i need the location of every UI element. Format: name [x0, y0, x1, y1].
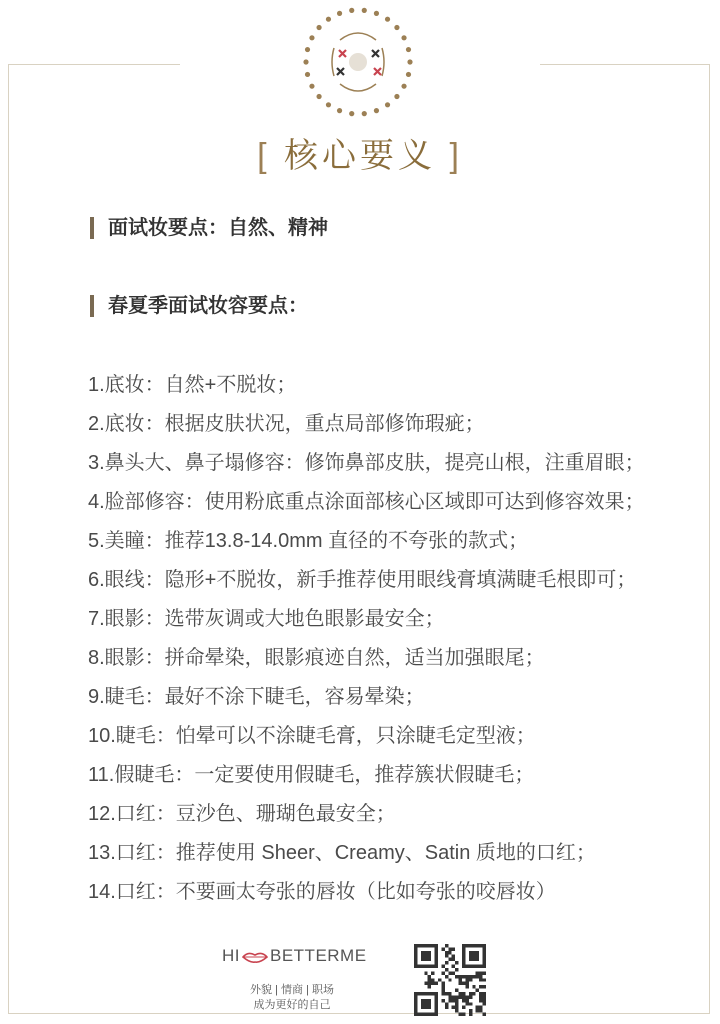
- list-item: 6.眼线：隐形+不脱妆，新手推荐使用眼线膏填满睫毛根即可；: [88, 569, 637, 591]
- list-item: 14.口红：不要画太夸张的唇妆（比如夸张的咬唇妆）: [88, 881, 556, 903]
- page-title: [ 核心要义 ]: [257, 137, 463, 175]
- list-item: 11.假睫毛：一定要使用假睫毛，推荐簇状假睫毛；: [88, 764, 535, 786]
- brand-logo: HI BETTERME: [222, 946, 367, 965]
- list-item: 4.脸部修容：使用粉底重点涂面部核心区域即可达到修容效果；: [88, 491, 645, 513]
- list-item: 2.底妆：根据皮肤状况，重点局部修饰瑕疵；: [88, 413, 485, 435]
- list-item: 13.口红：推荐使用 Sheer、Creamy、Satin 质地的口红；: [88, 842, 596, 864]
- emblem-icon: [300, 4, 416, 120]
- list-item: 7.眼影：选带灰调或大地色眼影最安全；: [88, 608, 445, 630]
- section-heading-interview-makeup: 面试妆要点：自然、精神: [90, 217, 328, 239]
- list-item: 9.睫毛：最好不涂下睫毛，容易晕染；: [88, 686, 425, 708]
- section-heading-spring-summer: 春夏季面试妆容要点：: [90, 295, 308, 317]
- tips-list: [88, 366, 708, 912]
- list-item: 12.口红：豆沙色、珊瑚色最安全；: [88, 803, 396, 825]
- list-item: 10.睫毛：怕晕可以不涂睫毛膏，只涂睫毛定型液；: [88, 725, 536, 747]
- list-item: 5.美瞳：推荐13.8-14.0mm 直径的不夸张的款式；: [88, 530, 529, 552]
- brand-tagline: 外貌 | 情商 | 职场 成为更好的自己: [250, 984, 334, 1011]
- page-title-text: 核心要义: [284, 137, 436, 175]
- list-item: 1.底妆：自然+不脱妆；: [88, 374, 297, 396]
- lips-icon: [242, 950, 268, 964]
- list-item: 3.鼻头大、鼻子塌修容：修饰鼻部皮肤，提亮山根，注重眉眼；: [88, 452, 645, 474]
- qr-code-icon: [414, 944, 486, 1016]
- list-item: 8.眼影：拼命晕染，眼影痕迹自然，适当加强眼尾；: [88, 647, 545, 669]
